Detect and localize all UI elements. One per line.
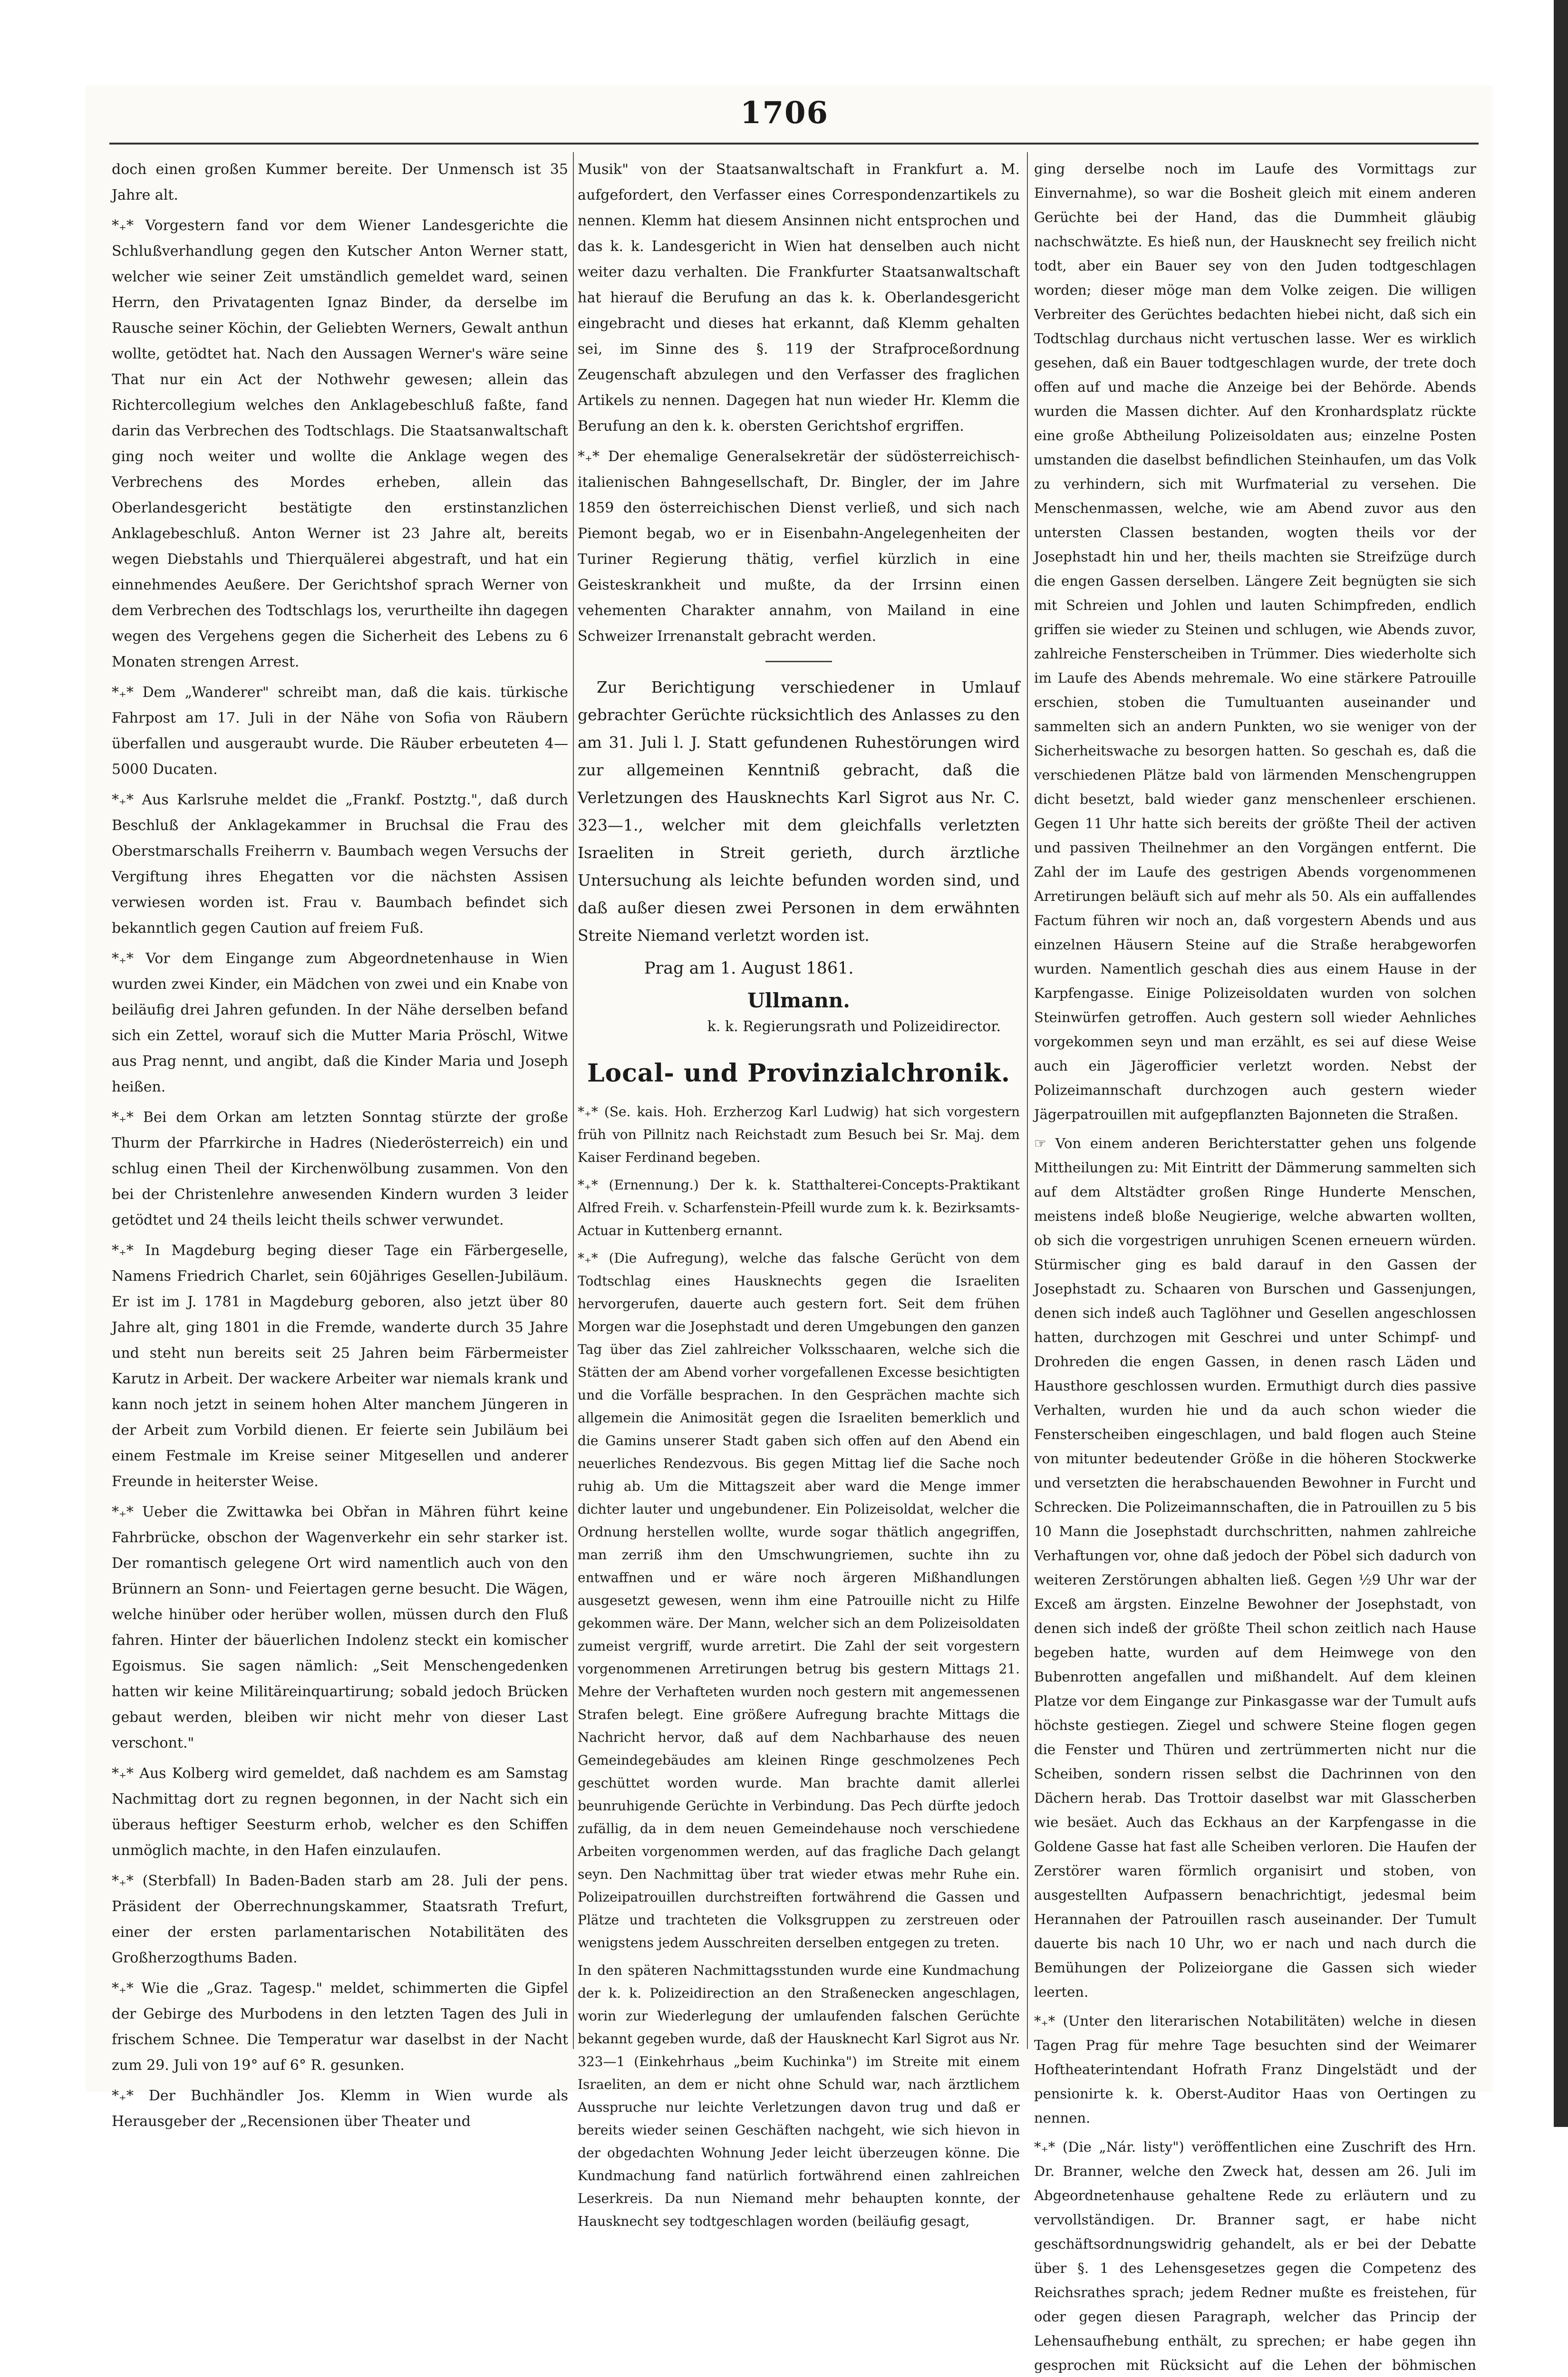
article-paragraph: *₊* (Se. kais. Hoh. Erzherzog Karl Ludwig) hat sich vorgestern früh von Pillnitz nach Reichstadt zum Besuch bei Sr. Maj. dem Kaiser Ferdinand begeben. — [578, 1104, 1020, 1165]
article-paragraph: *₊* Dem „Wanderer" schreibt man, daß die kais. türkische Fahrpost am 17. Juli in der Nähe von Sofia von Räubern überfallen und ausgeraubt wurde. Die Räuber erbeuteten 4—5000 Ducaten. — [112, 684, 568, 778]
notice-date: Prag am 1. August 1861. — [644, 959, 854, 978]
column-2 — [578, 157, 1020, 2229]
column-divider — [1027, 152, 1028, 2049]
scan-edge — [1554, 0, 1568, 2127]
article-paragraph: In den späteren Nachmittagsstunden wurde eine Kundmachung der k. k. Polizeidirection an den Straßenecken angeschlagen, worin zur Wiederlegung der umlaufenden falschen Gerüchte bekannt gegeben wurde, daß der Hausknecht Karl Sigrot aus Nr. 323—1 (Einkehrhaus „beim Kuchinka") im Streite mit einem Israeliten, an dem er nicht ohne Schuld war, nach ärztlichem Ausspruche nur leichte Verletzungen davon trug und daß er bereits wieder seinen Geschäften nachgeht, wie sich hievon in der obgedachten Wohnung Jeder leicht überzeugen könne. Die Kundmachung fand natürlich fortwährend einen zahlreichen Leserkreis. Da nun Niemand mehr behaupten konnte, der Hausknecht sey todtgeschlagen worden (beiläufig gesagt, — [578, 1962, 1020, 2229]
article-paragraph: *₊* (Die „Nár. listy") veröffentlichen eine Zuschrift des Hrn. Dr. Branner, welche den Zweck hat, dessen am 26. Juli im Abgeordnetenhause gehaltene Rede zu erläutern und zu vervollständigen. Dr. Branner sagt, er habe nicht geschäftsordnungswidrig gehandelt, als er bei der Debatte über §. 1 des Lehensgesetzes gegen die Competenz des Reichsrathes sprach; jedem Redner mußte es freistehen, für oder gegen diesen Paragraph, welcher das Princip der Lehensaufhebung enthält, zu sprechen; er habe gegen ihn gesprochen mit Rücksicht auf die Lehen der böhmischen — [1034, 2139, 1476, 2373]
article-paragraph: *₊* Vorgestern fand vor dem Wiener Landesgerichte die Schlußverhandlung gegen den Kutscher Anton Werner statt, welcher wie seiner Zeit umständlich gemeldet ward, seinen Herrn, den Privatagenten Ignaz Binder, da derselbe im Rausche seiner Köchin, der Geliebten Werners, Gewalt anthun wollte, getödtet hat. Nach den Aussagen Werner's wäre seine That nur ein Act der Nothwehr gewesen; allein das Richtercollegium welches den Anklagebeschluß faßte, fand darin das Verbrechen des Todtschlags. Die Staatsanwaltschaft ging noch weiter und wollte die Anklage wegen des Verbrechens des Mordes erheben, allein das Oberlandesgericht bestätigte den erstinstanzlichen Anklagebeschluß. Anton Werner ist 23 Jahre alt, bereits wegen Diebstahls und Thierquälerei abgestraft, und hat ein einnehmendes Aeußere. Der Gerichtshof sprach Werner von dem Verbrechen des Todtschlags los, verurtheilte ihn dagegen wegen des Vergehens gegen die Sicherheit des Lebens zu 6 Monaten strengen Arrest. — [112, 217, 568, 670]
article-paragraph: ging derselbe noch im Laufe des Vormittags zur Einvernahme), so war die Bosheit gleich mit einem anderen Gerüchte bei der Hand, das die Dummheit gläubig nachschwätzte. Es hieß nun, der Hausknecht sey freilich nicht todt, aber ein Bauer sey von den Juden todtgeschlagen worden; dieser möge man dem Volke zeigen. Die willigen Verbreiter des Gerüchtes bedachten hiebei nicht, daß sich ein Todtschlag durchaus nicht vertuschen lasse. Wer es wirklich gesehen, daß ein Bauer todtgeschlagen wurde, der trete doch offen auf und mache die Anzeige bei der Behörde. Abends wurden die Massen dichter. Auf den Kronhardsplatz rückte eine große Abtheilung Polizeisoldaten aus; einzelne Posten umstanden die daselbst befindlichen Steinhaufen, um das Volk zu verhindern, sich mit Wurfmaterial zu versehen. Die Menschenmassen, welche, wie am Abend zuvor aus den untersten Classen bestanden, wogten theils vor der Josephstadt hin und her, theils machten sie Streifzüge durch die engen Gassen derselben. Längere Zeit begnügten sie sich mit Schreien und Johlen und lauten Schimpfreden, endlich griffen sie wieder zu Steinen und schlugen, wie Abends zuvor, zahlreiche Fensterscheiben in Trümmer. Dies wiederholte sich im Laufe des Abends mehremale. Wo eine stärkere Patrouille erschien, stoben die Tumultuanten auseinander und sammelten sich an andern Punkten, wo sie weniger von der Sicherheitswache zu besorgen hatten. So geschah es, daß die verschiedenen Plätze bald von lärmenden Menschengruppen dicht besetzt, bald wieder ganz menschenleer erschienen. Gegen 11 Uhr hatte sich bereits der größte Theil der activen und passiven Theilnehmer an den Vorgängen entfernt. Die Zahl der im Laufe des gestrigen Abends vorgenommenen Arretirungen beläuft sich auf mehr als 50. Als ein auffallendes Factum führen wir noch an, daß vorgestern Abends und aus einzelnen Häusern Steine auf die Straße herabgeworfen wurden. Namentlich geschah dies aus einem Hause in der Karpfengasse. Einige Polizeisoldaten wurden von solchen Steinwürfen getroffen. Auch gestern soll wieder Aehnliches vorgekommen seyn und man erzählt, es sei auf diese Weise auch ein Jägerofficier verletzt worden. Nebst der Polizeimannschaft durchzogen auch gestern wieder Jägerpatrouillen mit aufgepflanzten Bajonneten die Straßen. — [1034, 161, 1476, 1122]
separator-rule — [765, 661, 832, 662]
page-number: 1706 — [740, 95, 829, 131]
police-notice — [578, 674, 1020, 949]
article-paragraph: *₊* Bei dem Orkan am letzten Sonntag stürzte der große Thurm der Pfarrkirche in Hadres (Niederösterreich) ein und schlug einen Theil der Kirchenwölbung zusammen. Von den bei der Christenlehre anwesenden Kindern wurden 3 leider getödtet und 24 theils leicht theils schwer verwundet. — [112, 1109, 568, 1228]
column-divider — [573, 152, 574, 2049]
article-paragraph: *₊* Wie die „Graz. Tagesp." meldet, schimmerten die Gipfel der Gebirge des Murbodens in den letzten Tagen des Juli in frischem Schnee. Die Temperatur war daselbst in der Nacht zum 29. Juli von 19° auf 6° R. gesunken. — [112, 1980, 568, 2074]
article-paragraph: doch einen großen Kummer bereite. Der Unmensch ist 35 Jahre alt. — [112, 161, 568, 203]
article-paragraph: *₊* Der Buchhändler Jos. Klemm in Wien wurde als Herausgeber der „Recensionen über Theater und — [112, 2087, 568, 2130]
column-3 — [1034, 157, 1476, 2373]
notice-text: Zur Berichtigung verschiedener in Umlauf gebrachter Gerüchte rücksichtlich des Anlasses zu den am 31. Juli l. J. Statt gefundenen Ruhestörungen wird zur allgemeinen Kenntniß gebracht, daß die Verletzungen des Hausknechts Karl Sigrot aus Nr. C. 323—1., welcher mit dem gleichfalls verletzten Israeliten in Streit gerieth, durch ärztliche Untersuchung als leichte befunden worden sind, und daß außer diesen zwei Personen in dem erwähnten Streite Niemand verletzt worden ist. — [578, 678, 1020, 945]
article-paragraph: *₊* (Unter den literarischen Notabilitäten) welche in diesen Tagen Prag für mehre Tage besuchten sind der Weimarer Hoftheaterintendant Hofrath Franz Dingelstädt und der pensionirte k. k. Oberst-Auditor Haas von Oertingen zu nennen. — [1034, 2013, 1476, 2126]
article-paragraph: *₊* (Sterbfall) In Baden-Baden starb am 28. Juli der pens. Präsident der Oberrechnungskammer, Staatsrath Trefurt, einer der ersten parlamentarischen Notabilitäten des Großherzogthums Baden. — [112, 1873, 568, 1966]
article-paragraph: *₊* (Ernennung.) Der k. k. Statthalterei-Concepts-Praktikant Alfred Freih. v. Scharfenstein-Pfeill wurde zum k. k. Bezirksamts-Actuar in Kuttenberg ernannt. — [578, 1177, 1020, 1238]
article-paragraph: *₊* Der ehemalige Generalsekretär der südösterreichisch-italienischen Bahngesellschaft, Dr. Bingler, der im Jahre 1859 den österreichischen Dienst verließ, und sich nach Piemont begab, wo er in Eisenbahn-Angelegenheiten der Turiner Regierung thätig, verfiel kürzlich in eine Geisteskrankheit und mußte, da der Irrsinn einen vehementen Charakter annahm, von Mailand in eine Schweizer Irrenanstalt gebracht werden. — [578, 448, 1020, 645]
article-paragraph: Musik" von der Staatsanwaltschaft in Frankfurt a. M. aufgefordert, den Verfasser eines Correspondenzartikels zu nennen. Klemm hat diesem Ansinnen nicht entsprochen und das k. k. Landesgericht in Wien hat denselben auch nicht weiter dazu verhalten. Die Frankfurter Staatsanwaltschaft hat hierauf die Berufung an das k. k. Oberlandesgericht eingebracht und dieses hat erkannt, daß Klemm gehalten sei, im Sinne des §. 119 der Strafproceßordnung Zeugenschaft abzulegen und den Verfasser des fraglichen Artikels zu nennen. Dagegen hat nun wieder Hr. Klemm die Berufung an den k. k. obersten Gerichtshof ergriffen. — [578, 161, 1020, 435]
article-paragraph: *₊* Vor dem Eingange zum Abgeordnetenhause in Wien wurden zwei Kinder, ein Mädchen von zwei und ein Knabe von beiläufig drei Jahren gefunden. In der Nähe derselben befand sich ein Zettel, worauf sich die Mutter Maria Pröschl, Witwe aus Prag nennt, und angibt, daß die Kinder Maria und Joseph heißen. — [112, 950, 568, 1095]
article-paragraph: *₊* (Die Aufregung), welche das falsche Gerücht von dem Todtschlag eines Hausknechts gegen die Israeliten hervorgerufen, dauerte auch gestern fort. Seit dem frühen Morgen war die Josephstadt und deren Umgebungen den ganzen Tag über das Ziel zahlreicher Volksschaaren, welche sich die Stätten der am Abend vorher vorgefallenen Excesse besichtigten und die Vorfälle besprachen. In den Gesprächen machte sich allgemein die Animosität gegen die Israeliten bemerklich und die Gamins unserer Stadt gaben sich offen auf den Abend ein neuerliches Rendezvous. Bis gegen Mittag lief die Sache noch ruhig ab. Um die Mittagszeit aber ward die Menge immer dichter lauter und ungebundener. Ein Polizeisoldat, welcher die Ordnung herstellen wollte, wurde sogar thätlich angegriffen, man zerriß ihm den Umschwungriemen, suchte ihn zu entwaffnen und er wäre noch ärgeren Mißhandlungen ausgesetzt gewesen, wenn ihm eine Patrouille nicht zu Hilfe gekommen wäre. Der Mann, welcher sich an dem Polizeisoldaten zumeist vergriff, wurde arretirt. Die Zahl der seit vorgestern vorgenommenen Arretirungen betrug bis gestern Mittags 21. Mehre der Verhafteten wurden noch gestern mit angemessenen Strafen belegt. Eine größere Aufregung brachte Mittags die Nachricht hervor, daß auf dem Nachbarhause des neuen Gemeindegebäudes am kleinen Ringe geschmolzenes Pech geschüttet worden wurde. Man brachte damit allerlei beunruhigende Gerüchte in Verbindung. Das Pech dürfte jedoch zufällig, da in dem neuen Gemeindehause noch verschiedene Arbeiten vorgenommen werden, auf das fragliche Dach gelangt seyn. Den Nachmittag über trat wieder etwas mehr Ruhe ein. Polizeipatrouillen durchstreiften fortwährend die Gassen und Plätze und trachteten die Volksgruppen zu zerstreuen oder wenigstens jedem Ausschreiten derselben entgegen zu treten. — [578, 1250, 1020, 1951]
article-paragraph: *₊* Aus Kolberg wird gemeldet, daß nachdem es am Samstag Nachmittag dort zu regnen begonnen, in der Nacht sich ein überaus heftiger Seesturm erhob, welcher es den Schiffen unmöglich machte, in den Hafen einzulaufen. — [112, 1765, 568, 1859]
article-paragraph: *₊* In Magdeburg beging dieser Tage ein Färbergeselle, Namens Friedrich Charlet, sein 60jähriges Gesellen-Jubiläum. Er ist im J. 1781 in Magdeburg geboren, also jetzt über 80 Jahre alt, ging 1801 in die Fremde, wanderte durch 35 Jahre und steht nun bereits seit 25 Jahren beim Färbermeister Karutz in Arbeit. Der wackere Arbeiter war niemals krank und kann noch jetzt in seinem hohen Alter manchem Jüngeren in der Arbeit zum Vorbild dienen. Er feierte sein Jubiläum bei einem Festmale im Kreise seiner Mitgesellen und anderer Freunde in heiterster Weise. — [112, 1242, 568, 1490]
notice-signature: Ullmann. — [747, 989, 850, 1012]
notice-signature-title: k. k. Regierungsrath und Polizeidirector. — [707, 1018, 1001, 1035]
article-paragraph: *₊* Aus Karlsruhe meldet die „Frankf. Postztg.", daß durch Beschluß der Anklagekammer in Bruchsal die Frau des Oberstmarschalls Freiherrn v. Baumbach wegen Versuchs der Vergiftung ihres Ehegatten vor die nächsten Assisen verwiesen worden ist. Frau v. Baumbach befindet sich bekanntlich gegen Caution auf freiem Fuß. — [112, 792, 568, 937]
article-paragraph: ☞ Von einem anderen Berichterstatter gehen uns folgende Mittheilungen zu: Mit Eintritt der Dämmerung sammelten sich auf dem Altstädter großen Ringe Hunderte Menschen, meistens indeß bloße Neugierige, welche abwarten wollten, ob sich die vorgestrigen unruhigen Scenen erneuern würden. Stürmischer ging es bald darauf in den Gassen der Josephstadt zu. Schaaren von Burschen und Gassenjungen, denen sich indeß auch Taglöhner und Gesellen angeschlossen hatten, durchzogen mit Geschrei und unter Schimpf- und Drohreden die engen Gassen, in denen rasch Läden und Hausthore geschlossen wurden. Ermuthigt durch dies passive Verhalten, wurden hie und da auch schon wieder die Fensterscheiben eingeschlagen, und bald flogen auch Steine von mitunter bedeutender Größe in die höheren Stockwerke und versetzten die herabschauenden Bewohner in Furcht und Schrecken. Die Polizeimannschaften, die in Patrouillen zu 5 bis 10 Mann die Josephstadt durchschritten, nahmen zahlreiche Verhaftungen vor, ohne daß jedoch der Pöbel sich dadurch von weiteren Zerstörungen abhalten ließ. Gegen ½9 Uhr war der Exceß am ärgsten. Einzelne Bewohner der Josephstadt, von denen sich indeß der größte Theil schon zeitlich nach Hause begeben hatte, wurden auf dem Heimwege von den Bubenrotten angefallen und mißhandelt. Auf dem kleinen Platze vor dem Eingange zur Pinkasgasse war der Tumult aufs höchste gestiegen. Ziegel und schwere Steine flogen gegen die Fenster und Thüren und zertrümmerten nicht nur die Scheiben, sondern rissen selbst die Dachrinnen von den Dächern herab. Das Trottoir daselbst war mit Glasscherben wie besäet. Auch das Eckhaus an der Karpfengasse in die Goldene Gasse hat fast alle Scheiben verloren. Die Haufen der Zerstörer waren förmlich organisirt und stoben, von ausgestellten Aufpassern benachrichtigt, jedesmal beim Herannahen der Patrouillen rasch auseinander. Der Tumult dauerte bis nach 10 Uhr, wo er nach und nach durch die Bemühungen der Polizeiorgane die Gassen sich wieder leerten. — [1034, 1135, 1476, 2000]
article-paragraph: *₊* Ueber die Zwittawka bei Obřan in Mähren führt keine Fahrbrücke, obschon der Wagenverkehr ein sehr starker ist. Der romantisch gelegene Ort wird namentlich auch von den Brünnern an Sonn- und Feiertagen gerne besucht. Die Wägen, welche hinüber oder herüber wollen, müssen durch den Fluß fahren. Hinter der bäuerlichen Indolenz steckt ein komischer Egoismus. Sie sagen nämlich: „Seit Menschengedenken hatten wir keine Militäreinquartirung; sobald jedoch Brücken gebaut werden, bleiben wir nicht mehr von dieser Last verschont." — [112, 1504, 568, 1751]
local-chronicle — [578, 1101, 1020, 2233]
header-rule — [109, 143, 1479, 145]
section-heading: Local- und Provinzialchronik. — [587, 1059, 1011, 1088]
column-1 — [112, 157, 568, 2130]
